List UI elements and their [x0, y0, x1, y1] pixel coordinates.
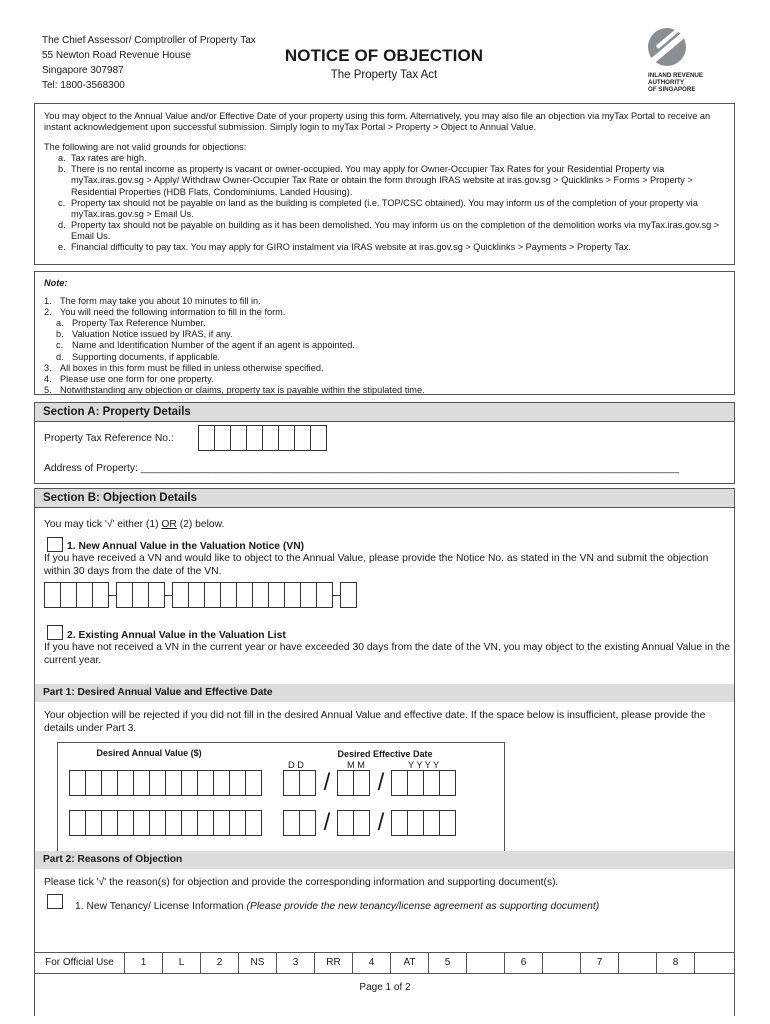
address-label: Address of Property: — [44, 463, 138, 474]
digit-cell[interactable] — [197, 810, 214, 836]
note-heading: Note: — [44, 278, 68, 288]
char-cell[interactable] — [230, 425, 247, 451]
digit-cell[interactable] — [391, 770, 408, 796]
date-slash: / — [323, 809, 331, 836]
annual-value-input[interactable] — [70, 770, 262, 796]
part-1-description: Your objection will be rejected if you did not fill in the desired Annual Value and effective date. If the space below is insufficient, please provide the details under Part 3. — [44, 710, 706, 734]
digit-cell[interactable] — [353, 770, 370, 796]
digit-cell[interactable] — [197, 770, 214, 796]
digit-cell[interactable] — [229, 810, 246, 836]
part-2-description: Please tick '√' the reason(s) for objection and provide the corresponding information and supporting document(s). — [44, 877, 559, 888]
char-cell[interactable] — [116, 582, 133, 608]
section-b — [34, 488, 735, 1016]
official-use-label: For Official Use — [35, 953, 125, 973]
option-1-title: 1. New Annual Value in the Valuation Notice (VN) — [67, 541, 305, 552]
note-subitem: c. Name and Identification Number of the agent if an agent is appointed. — [56, 340, 355, 351]
ground-item: d. Property tax should not be payable on building as it has been demolished. You may inform us on the completion of the demolition works via myTax.iras.gov.sg > Email Us. — [58, 219, 720, 241]
char-cell[interactable] — [204, 582, 221, 608]
official-use-cell: 6 — [505, 953, 543, 973]
char-cell[interactable] — [278, 425, 295, 451]
option-2-checkbox[interactable] — [47, 625, 63, 640]
char-cell[interactable] — [172, 582, 189, 608]
address-line: Tel: 1800-3568300 — [42, 80, 125, 91]
digit-cell[interactable] — [283, 810, 300, 836]
digit-cell[interactable] — [439, 810, 456, 836]
day-hint: D D — [288, 760, 304, 770]
official-use-cell: 8 — [657, 953, 695, 973]
digit-cell[interactable] — [299, 770, 316, 796]
note-box — [34, 271, 735, 395]
char-cell[interactable] — [284, 582, 301, 608]
char-cell[interactable] — [316, 582, 333, 608]
iras-logo-icon — [648, 28, 686, 66]
char-cell[interactable] — [340, 582, 357, 608]
col-header-annual-value: Desired Annual Value ($) — [96, 748, 202, 758]
logo-text-line: AUTHORITY — [648, 78, 685, 86]
address-line: The Chief Assessor/ Comptroller of Property Tax — [42, 35, 256, 46]
option-1-description: If you have received a VN and would like to object to the Annual Value, please provide the Notice No. as stated in the VN and submit the objection within 30 days from the date of the VN. — [44, 553, 709, 577]
tick-instruction: You may tick '√' either (1) OR (2) below. — [44, 519, 225, 530]
digit-cell[interactable] — [391, 810, 408, 836]
form-subtitle: The Property Tax Act — [330, 69, 438, 81]
char-cell[interactable] — [60, 582, 77, 608]
digit-cell[interactable] — [101, 810, 118, 836]
digit-cell[interactable] — [353, 810, 370, 836]
reason-1-checkbox[interactable] — [47, 894, 63, 909]
char-cell[interactable] — [268, 582, 285, 608]
digit-cell[interactable] — [85, 810, 102, 836]
digit-cell[interactable] — [407, 810, 424, 836]
address-field[interactable] — [44, 462, 679, 475]
section-a-heading: Section A: Property Details — [35, 403, 734, 422]
notice-number-input[interactable] — [45, 582, 357, 608]
form-title: NOTICE OF OBJECTION — [284, 46, 484, 65]
note-subitem: d. Supporting documents, if applicable. — [56, 351, 221, 362]
digit-cell[interactable] — [213, 810, 230, 836]
address-line: 55 Newton Road Revenue House — [42, 50, 191, 61]
digit-cell[interactable] — [245, 770, 262, 796]
ground-item: e. Financial difficulty to pay tax. You may apply for GIRO instalment via IRAS website at iras.gov.sg > Quicklinks > Payments > Property Tax. — [58, 242, 631, 253]
official-use-cell — [695, 953, 734, 973]
effective-date-input[interactable] — [284, 810, 456, 836]
section-a — [34, 402, 735, 484]
issuer-address — [42, 33, 256, 93]
note-item: 5. Notwithstanding any objection or claims, property tax is payable within the stipulated time. — [44, 384, 425, 395]
date-slash: / — [377, 809, 385, 836]
month-hint: M M — [347, 760, 365, 770]
digit-cell[interactable] — [283, 770, 300, 796]
official-use-cell: 5 — [429, 953, 467, 973]
digit-cell[interactable] — [149, 810, 166, 836]
char-cell[interactable] — [76, 582, 93, 608]
iras-logo — [648, 28, 728, 93]
char-cell[interactable] — [188, 582, 205, 608]
char-cell[interactable] — [294, 425, 311, 451]
official-use-cell: L — [163, 953, 201, 973]
col-header-effective-date: Desired Effective Date — [337, 749, 433, 759]
digit-cell[interactable] — [229, 770, 246, 796]
annual-value-input[interactable] — [70, 810, 262, 836]
intro-paragraph: You may object to the Annual Value and/or Effective Date of your property using this form. Alternatively, you may also file an objection via myTax Portal to receive an instant acknowledgement upon successful submission. Simply login to myTax Portal > Property > Object to Annual Value. — [44, 111, 711, 133]
ground-item: b. There is no rental income as property is vacant or owner-occupied. You may apply for Owner-Occupier Tax Rates for your Residential Property via myTax.iras.gov.sg > Apply/ Withdraw Owner-Occupier Tax Rate or obtain the form through IRAS website at iras.gov.sg > Quicklinks > Forms > Property > Residential Properties (HDB Flats, Condominiums, Landed Housing). — [58, 164, 693, 197]
digit-cell[interactable] — [117, 810, 134, 836]
digit-cell[interactable] — [117, 770, 134, 796]
logo-text-line: INLAND REVENUE — [648, 72, 704, 79]
char-cell[interactable] — [246, 425, 263, 451]
digit-cell[interactable] — [423, 770, 440, 796]
digit-cell[interactable] — [337, 770, 354, 796]
official-use-cell: 3 — [277, 953, 315, 973]
official-use-cell — [543, 953, 581, 973]
note-subitem: a. Property Tax Reference Number. — [56, 318, 206, 329]
official-use-cell: AT — [391, 953, 429, 973]
char-cell[interactable] — [262, 425, 279, 451]
char-cell[interactable] — [220, 582, 237, 608]
grounds-heading: The following are not valid grounds for objections: — [44, 142, 247, 153]
char-cell[interactable] — [236, 582, 253, 608]
official-use-cell: NS — [239, 953, 277, 973]
note-item: 2. You will need the following information to fill in the form. — [44, 307, 286, 318]
year-hint: Y Y Y Y — [408, 760, 440, 770]
digit-cell[interactable] — [337, 810, 354, 836]
reason-1-label: 1. New Tenancy/ License Information (Please provide the new tenancy/license agreement as supporting document) — [75, 901, 600, 912]
part-2-heading: Part 2: Reasons of Objection — [35, 851, 734, 869]
part-1-heading: Part 1: Desired Annual Value and Effective Date — [35, 684, 734, 702]
address-line: Singapore 307987 — [42, 65, 124, 76]
address-line-blank[interactable]: ______________________________________________________________________________________________ — [140, 463, 680, 474]
desired-value-table — [57, 742, 505, 852]
page-number: Page 1 of 2 — [359, 982, 411, 993]
digit-cell[interactable] — [101, 770, 118, 796]
digit-cell[interactable] — [85, 770, 102, 796]
official-use-cell: 1 — [125, 953, 163, 973]
note-subitem: b. Valuation Notice issued by IRAS, if any. — [56, 329, 233, 340]
date-slash: / — [377, 769, 385, 796]
official-use-table — [34, 952, 735, 974]
digit-cell[interactable] — [181, 810, 198, 836]
char-cell[interactable] — [300, 582, 317, 608]
digit-cell[interactable] — [149, 770, 166, 796]
effective-date-input[interactable] — [284, 770, 456, 796]
form-title-block — [278, 46, 490, 81]
digit-cell[interactable] — [439, 770, 456, 796]
digit-cell[interactable] — [69, 770, 86, 796]
intro-box — [34, 103, 735, 265]
char-cell[interactable] — [148, 582, 165, 608]
option-2-description: If you have not received a VN in the current year or have exceeded 30 days from the date of the VN, you may object to the existing Annual Value in the current year. — [44, 642, 731, 666]
note-item: 3. All boxes in this form must be filled in unless otherwise specified. — [44, 362, 324, 373]
digit-cell[interactable] — [245, 810, 262, 836]
digit-cell[interactable] — [133, 770, 150, 796]
digit-cell[interactable] — [213, 770, 230, 796]
property-ref-input[interactable] — [199, 425, 327, 451]
digit-cell[interactable] — [69, 810, 86, 836]
digit-cell[interactable] — [181, 770, 198, 796]
section-b-heading: Section B: Objection Details — [35, 489, 734, 508]
digit-cell[interactable] — [407, 770, 424, 796]
char-cell[interactable] — [252, 582, 269, 608]
logo-text-line: OF SINGAPORE — [648, 85, 696, 93]
digit-cell[interactable] — [165, 770, 182, 796]
property-ref-label: Property Tax Reference No.: — [44, 433, 174, 444]
ground-item: a. Tax rates are high. — [58, 153, 147, 164]
char-cell[interactable] — [44, 582, 61, 608]
digit-cell[interactable] — [299, 810, 316, 836]
official-use-cell: RR — [315, 953, 353, 973]
char-cell[interactable] — [92, 582, 109, 608]
char-cell[interactable] — [198, 425, 215, 451]
note-item: 1. The form may take you about 10 minutes to fill in. — [44, 296, 261, 307]
digit-cell[interactable] — [165, 810, 182, 836]
ground-item: c. Property tax should not be payable on land as the building is completed (i.e. TOP/CSC obtained). You may inform us of the completion of your property via myTax.iras.gov.sg > Email Us. — [58, 197, 698, 219]
char-cell[interactable] — [214, 425, 231, 451]
digit-cell[interactable] — [133, 810, 150, 836]
digit-cell[interactable] — [423, 810, 440, 836]
option-2-title: 2. Existing Annual Value in the Valuation List — [67, 630, 286, 641]
official-use-cell: 2 — [201, 953, 239, 973]
date-slash: / — [323, 769, 331, 796]
char-cell[interactable] — [132, 582, 149, 608]
official-use-cell: 4 — [353, 953, 391, 973]
char-cell[interactable] — [310, 425, 327, 451]
option-1-checkbox[interactable] — [47, 537, 63, 552]
official-use-cell — [467, 953, 505, 973]
official-use-cell — [619, 953, 657, 973]
official-use-cell: 7 — [581, 953, 619, 973]
note-item: 4. Please use one form for one property. — [44, 373, 214, 384]
